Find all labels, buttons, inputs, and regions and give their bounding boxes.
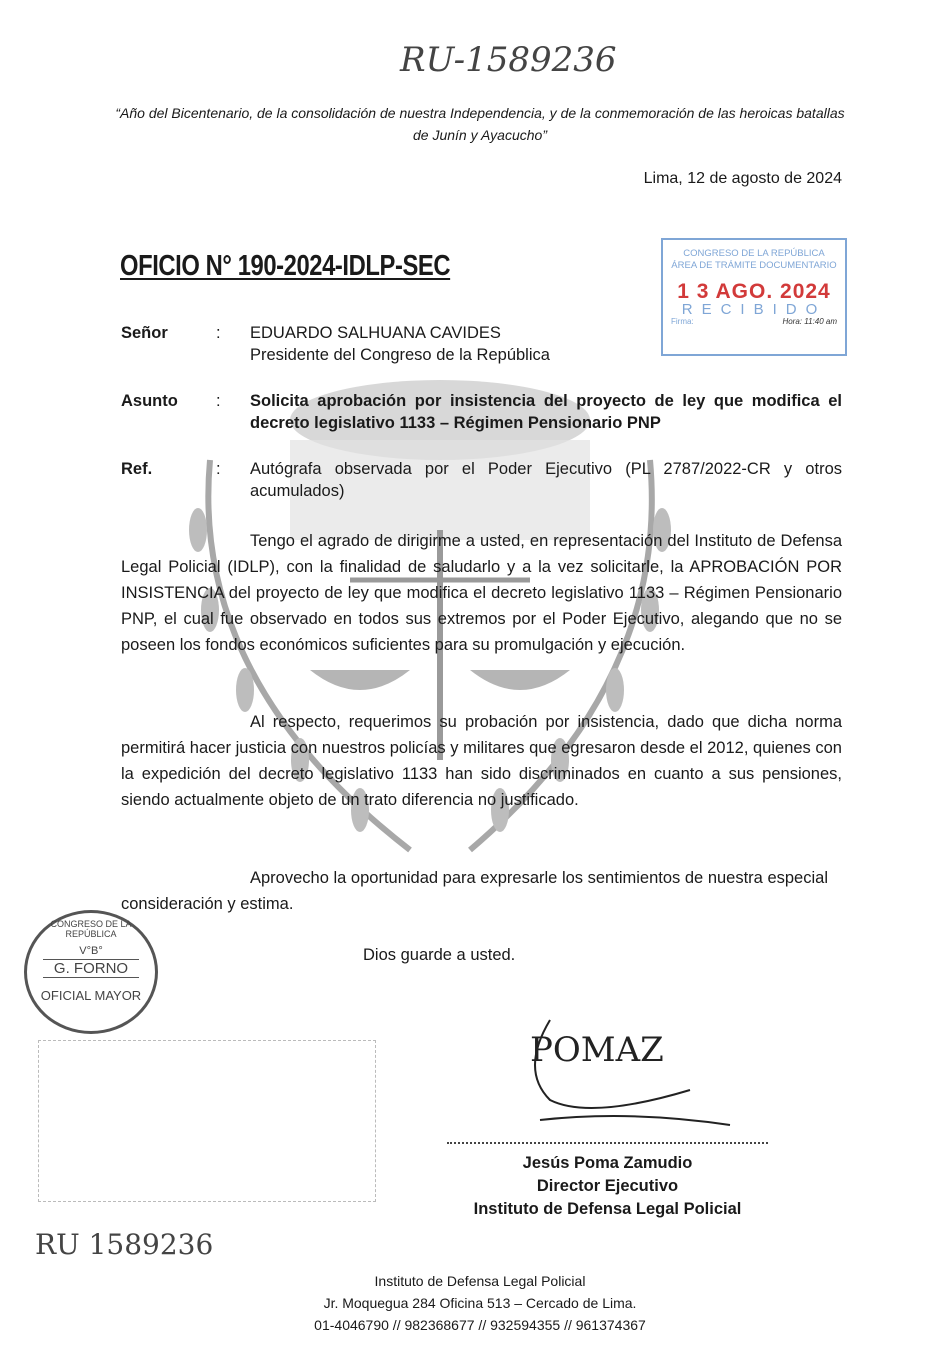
stamp-firma: Firma: — [671, 317, 694, 326]
handwritten-reference-top: RU-1589236 — [400, 40, 617, 80]
signer-name: Jesús Poma Zamudio — [522, 1154, 693, 1172]
body-paragraph: Aprovecho la oportunidad para expresarle los sentimientos de nuestra especial consideración y estima. — [121, 869, 828, 913]
field-colon: : — [216, 324, 221, 342]
seal-name: G. FORNO — [43, 959, 139, 978]
field-label: Ref. — [121, 460, 153, 478]
recipient-title: Presidente del Congreso de la República — [250, 346, 550, 364]
body-paragraph: Al respecto, requerimos su probación por insistencia, dado que dicha norma permitirá hacer justicia con nuestros policías y militares que egresaron desde el 2012, quienes con la expedición del decreto legislativo 1133 han sido discriminados en cuanto a sus pensiones, siendo actualmente objeto de un trato diferencia no justificado. — [121, 713, 842, 809]
faded-form-stamp — [38, 1040, 376, 1202]
footer-phones: 01-4046790 // 982368677 // 932594355 // 961374367 — [314, 1317, 646, 1333]
seal-vb: V°B° — [79, 945, 103, 957]
field-label: Señor — [121, 324, 168, 342]
document-title: OFICIO N° 190-2024-IDLP-SEC — [120, 250, 451, 282]
signature-block — [447, 1142, 768, 1221]
stamp-line2: ÁREA DE TRÁMITE DOCUMENTARIO — [671, 260, 837, 271]
document-date: Lima, 12 de agosto de 2024 — [643, 170, 842, 187]
stamp-hora: Hora: 11:40 am — [782, 317, 837, 326]
reference-value: Autógrafa observada por el Poder Ejecutivo (PL 2787/2022-CR y otros acumulados) — [250, 460, 842, 500]
signer-role: Director Ejecutivo — [536, 1177, 679, 1195]
signer-org: Instituto de Defensa Legal Policial — [473, 1200, 742, 1218]
field-reference — [121, 458, 842, 502]
field-label: Asunto — [121, 392, 178, 410]
seal-bottom: OFICIAL MAYOR — [40, 988, 142, 1003]
footer-org: Instituto de Defensa Legal Policial — [374, 1273, 586, 1289]
year-motto: “Año del Bicentenario, de la consolidación de nuestra Independencia, y de la conmemoración de las heroicas batallas de Junín y Ayacucho” — [115, 105, 845, 143]
field-colon: : — [216, 392, 221, 410]
body-paragraph: Tengo el agrado de dirigirme a usted, en representación del Instituto de Defensa Legal Policial (IDLP), con la finalidad de saludarlo y a la vez solicitarle, la APROBACIÓN POR INSISTENCIA del proyecto de ley que modifica el decreto legislativo 1133 – Régimen Pensionario PNP, el cual fue observado en todos sus extremos por el Poder Ejecutivo, alegando que no se poseen los fondos económicos suficientes para su promulgación y ejecución. — [121, 532, 842, 654]
subject-value: Solicita aprobación por insistencia del proyecto de ley que modifica el decreto legislativo 1133 – Régimen Pensionario PNP — [250, 392, 842, 432]
handwritten-reference-bottom: RU 1589236 — [35, 1228, 214, 1261]
footer — [180, 1270, 780, 1336]
stamp-line1: CONGRESO DE LA REPÚBLICA — [683, 248, 825, 259]
recipient-name: EDUARDO SALHUANA CAVIDES — [250, 324, 501, 342]
field-subject — [121, 390, 842, 434]
closing: Dios guarde a usted. — [363, 946, 516, 964]
seal-top: CONGRESO DE LA REPÚBLICA — [50, 919, 132, 939]
signature: POMAZ — [530, 1030, 664, 1070]
field-recipient — [121, 322, 842, 366]
field-colon: : — [216, 460, 221, 478]
stamp-date: 1 3 AGO. 2024 — [677, 280, 831, 303]
oficial-mayor-seal — [24, 910, 158, 1034]
signature-scribble-icon — [510, 1010, 740, 1130]
stamp-status: RECIBIDO — [681, 301, 827, 318]
footer-address: Jr. Moquegua 284 Oficina 513 – Cercado de Lima. — [323, 1295, 637, 1311]
